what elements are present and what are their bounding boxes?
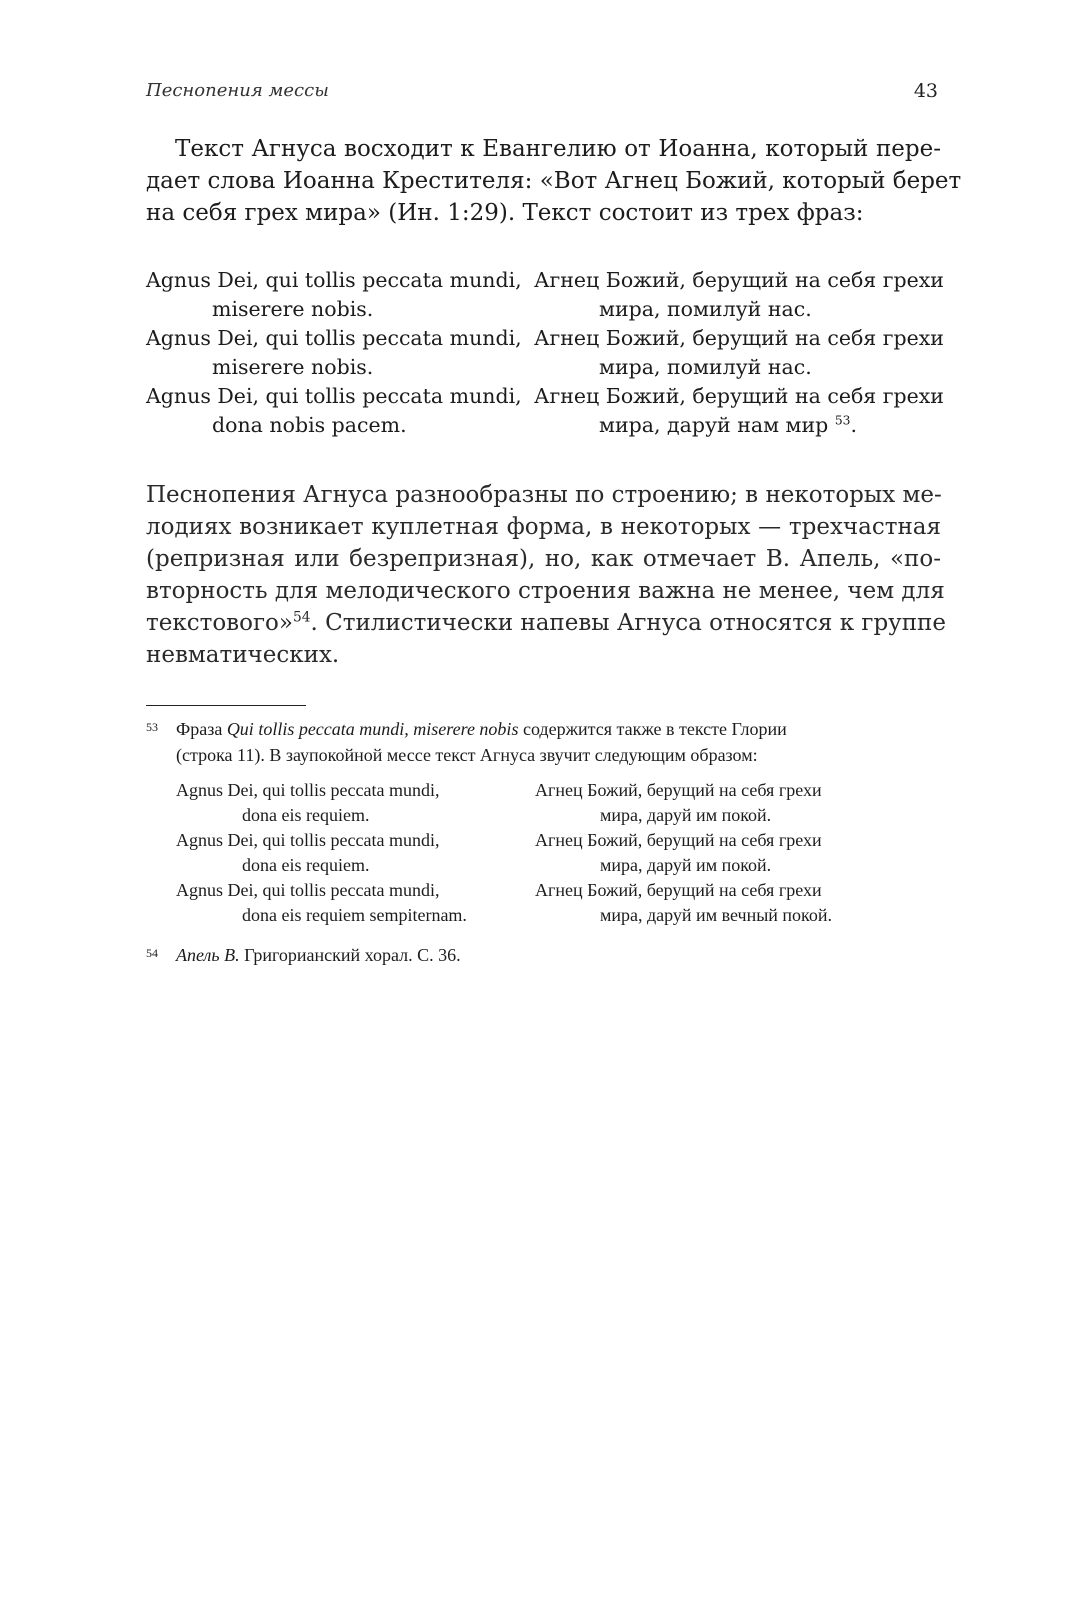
russian-text: мира, даруй нам мир (599, 413, 829, 437)
latin-line: dona eis requiem sempiternam. (242, 905, 467, 925)
russian-line: мира, помилуй нас. (599, 297, 812, 321)
verse-stanza (146, 324, 946, 382)
verse-stanza (146, 266, 946, 324)
russian-line: мира, даруй им покой. (600, 855, 772, 875)
russian-text-end: . (850, 413, 857, 437)
russian-line: Агнец Божий, берущий на себя грехи (535, 780, 822, 800)
russian-line: Агнец Божий, берущий на себя грехи (535, 880, 822, 900)
verse-stanza (176, 828, 936, 878)
footnote-line (176, 716, 946, 742)
paragraph-line: лодиях возникает куплетная форма, в некоторых — трехчастная (146, 514, 941, 540)
latin-line: Agnus Dei, qui tollis peccata mundi, (176, 780, 440, 800)
russian-line: мира, даруй им покой. (600, 805, 772, 825)
intro-paragraph (146, 133, 962, 229)
footnote-italic-text: Qui tollis peccata mundi, miserere nobis (226, 719, 519, 739)
latin-line: Agnus Dei, qui tollis peccata mundi, (146, 326, 522, 350)
structure-paragraph (146, 479, 946, 671)
paragraph-line: Текст Агнуса восходит к Евангелию от Иоанна, который пере- (175, 136, 941, 162)
russian-line: Агнец Божий, берущий на себя грехи (534, 326, 944, 350)
footnote-text: Фраза (176, 719, 227, 739)
paragraph-line: невматических. (146, 642, 340, 668)
verse-stanza (176, 878, 936, 928)
running-title: Песнопения мессы (146, 80, 329, 101)
footnote-author: Апель В. (176, 945, 240, 965)
paragraph-line (146, 607, 946, 639)
russian-line: мира, помилуй нас. (599, 355, 812, 379)
russian-line: Агнец Божий, берущий на себя грехи (535, 830, 822, 850)
footnote-text: содержится также в тексте Глории (518, 719, 787, 739)
russian-line: Агнец Божий, берущий на себя грехи (534, 384, 944, 408)
footnote-line (176, 942, 946, 968)
russian-line (599, 411, 857, 440)
verse-stanza (176, 778, 936, 828)
page-number: 43 (913, 80, 938, 102)
paragraph-text: текстового» (146, 610, 293, 636)
footnote-ref-54[interactable]: 54 (292, 609, 311, 626)
latin-line: dona eis requiem. (242, 855, 370, 875)
latin-line: Agnus Dei, qui tollis peccata mundi, (176, 880, 440, 900)
footnote-line: (строка 11). В заупокойной мессе текст Агнуса звучит следующим образом: (176, 745, 758, 765)
latin-line: dona eis requiem. (242, 805, 370, 825)
paragraph-line: на себя грех мира» (Ин. 1:29). Текст состоит из трех фраз: (146, 200, 864, 226)
footnote-divider (146, 705, 306, 706)
requiem-verse (176, 778, 936, 928)
latin-line: Agnus Dei, qui tollis peccata mundi, (146, 384, 522, 408)
latin-line: Agnus Dei, qui tollis peccata mundi, (146, 268, 522, 292)
verse-stanza (146, 382, 946, 440)
paragraph-line: Песнопения Агнуса разнообразны по строению; в некоторых ме- (146, 482, 942, 508)
footnote-text: Григорианский хорал. С. 36. (239, 945, 461, 965)
latin-line: Agnus Dei, qui tollis peccata mundi, (176, 830, 440, 850)
russian-line: мира, даруй им вечный покой. (600, 905, 833, 925)
russian-line: Агнец Божий, берущий на себя грехи (534, 268, 944, 292)
latin-line: dona nobis pacem. (212, 413, 407, 437)
footnote-number: 54 (146, 946, 158, 960)
agnus-dei-verse (146, 266, 946, 440)
paragraph-line: (репризная или безрепризная), но, как отмечает В. Апель, «по- (146, 546, 941, 572)
footnote-number: 53 (146, 720, 158, 734)
latin-line: miserere nobis. (212, 297, 374, 321)
paragraph-line: вторность для мелодического строения важна не менее, чем для (146, 578, 945, 604)
footnote-ref-53[interactable]: 53 (834, 413, 851, 428)
paragraph-text: . Стилистически напевы Агнуса относятся к группе (310, 610, 946, 636)
paragraph-line: дает слова Иоанна Крестителя: «Вот Агнец Божий, который берет (146, 168, 962, 194)
latin-line: miserere nobis. (212, 355, 374, 379)
